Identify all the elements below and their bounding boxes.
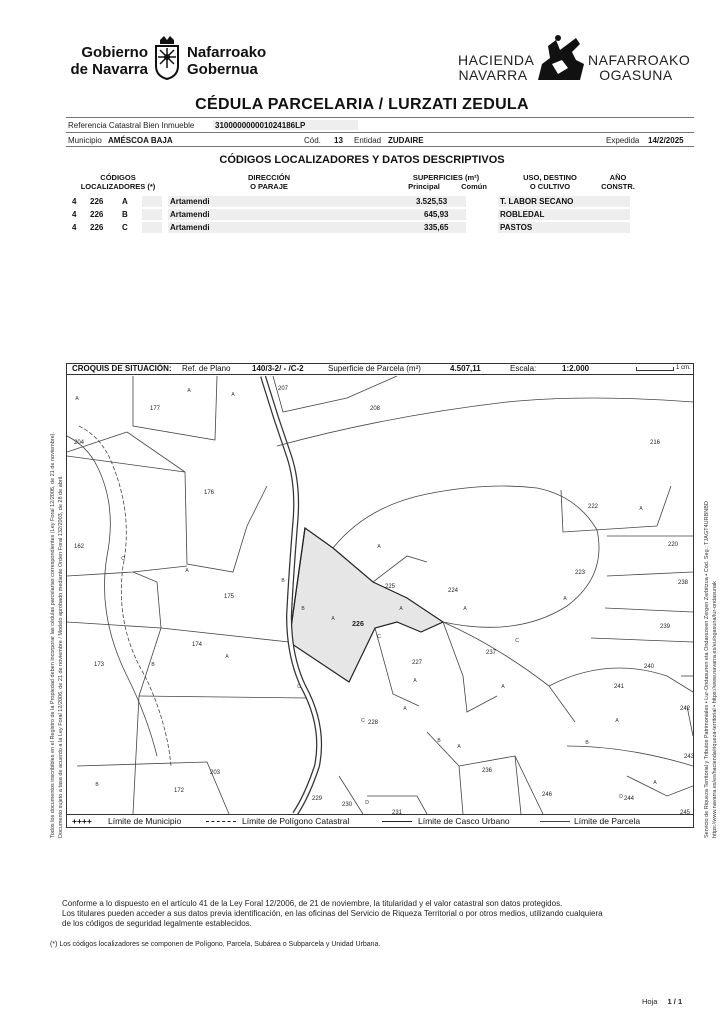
parcel-label: 240 — [643, 664, 655, 670]
legend-casco: Límite de Casco Urbano — [418, 816, 510, 826]
row-paraje: Artamendi — [170, 197, 210, 206]
subparcel-label: A — [75, 396, 79, 402]
map-legend — [66, 814, 694, 828]
map-header — [66, 363, 694, 375]
parcel-label: 225 — [384, 584, 396, 590]
meta-divider-top — [66, 117, 694, 118]
subparcel-label: A — [403, 706, 407, 712]
subparcel-label: D — [619, 794, 623, 800]
subparcel-label: A — [377, 544, 381, 550]
col-direccion-line1: DIRECCIÓN — [247, 173, 291, 182]
parcel-label: 245 — [679, 810, 691, 816]
side-url-text: https://www.navarra.es/es/hacienda/riqueza-territorial • https://www.navarra.es/eu/ogasuna/lur-ondasunak — [712, 581, 718, 838]
navarra-shield-icon — [152, 34, 182, 80]
subparcel-label: B — [301, 606, 305, 612]
parcel-label: 244 — [623, 796, 635, 802]
parcel-label: 208 — [369, 406, 381, 412]
entidad-label: Entidad — [354, 136, 382, 145]
escala-value: 1:2.000 — [562, 364, 590, 373]
plano-label: Ref. de Plano — [182, 364, 231, 373]
subparcel-label: A — [399, 606, 403, 612]
col-codigos-line1: CÓDIGOS — [100, 173, 136, 182]
subparcel-label: C — [297, 684, 301, 690]
row-uso: PASTOS — [500, 223, 533, 232]
hacienda-line2: NAVARRA — [458, 67, 528, 83]
col-direccion-header — [214, 173, 324, 191]
subparcel-label: C — [361, 718, 365, 724]
row-parcela: 226 — [90, 223, 104, 232]
row-paraje: Artamendi — [170, 223, 210, 232]
parcel-label: 231 — [391, 810, 403, 816]
expedida-value: 14/2/2025 — [648, 136, 684, 145]
table-row — [66, 222, 666, 233]
subparcel-label: A — [615, 718, 619, 724]
parcel-label: 204 — [73, 440, 85, 446]
nafarroako-line1: Nafarroako — [187, 44, 267, 61]
col-codigos-line2: LOCALIZADORES (*) — [80, 182, 156, 191]
gobierno-logo-text — [70, 44, 148, 78]
municipio-value: AMÉSCOA BAJA — [108, 136, 173, 145]
municipio-marker: ++++ — [72, 816, 92, 826]
parcel-label: 203 — [209, 770, 221, 776]
hacienda-line1: HACIENDA — [458, 52, 535, 68]
subparcel-label: A — [413, 678, 417, 684]
col-direccion-line2: O PARAJE — [250, 182, 288, 191]
legend-poligono: Límite de Polígono Catastral — [242, 816, 350, 826]
parcel-label: 226 — [352, 621, 364, 628]
table-row — [66, 196, 666, 207]
row-subarea: A — [122, 197, 128, 206]
parcel-label: 243 — [683, 754, 695, 760]
plano-value: 140/3-2/ - /C-2 — [252, 364, 304, 373]
row-principal: 645,93 — [424, 210, 449, 219]
row-poligono: 4 — [72, 223, 77, 232]
ref-catastral-label: Referencia Catastral Bien Inmueble — [68, 121, 195, 130]
parcel-label: 207 — [277, 386, 289, 392]
parcel-label: 216 — [649, 440, 661, 446]
row-principal: 3.525,53 — [416, 197, 448, 206]
row-paraje: Artamendi — [170, 210, 210, 219]
parcel-label: 177 — [149, 406, 161, 412]
side-legal-text: Todos los documentos inscribibles en el Registro de la Propiedad deben incorporar las cédulas parcelarias correspondientes (Ley Foral 12/2006, de 21 de noviembre). — [50, 431, 56, 838]
parcel-label: 228 — [367, 720, 379, 726]
parcel-label: 173 — [93, 662, 105, 668]
meta-divider-bottom — [66, 146, 694, 147]
parcel-226-highlight — [289, 528, 443, 682]
scale-bar-icon — [636, 367, 674, 371]
croquis-label: CROQUIS DE SITUACIÓN: — [72, 364, 172, 373]
nafarroako-line2: Gobernua — [187, 61, 258, 78]
subparcel-label: A — [231, 392, 235, 398]
entidad-value: ZUDAIRE — [388, 136, 424, 145]
side-service-text: Servicio de Riqueza Territorial y Tributos Patrimoniales • Lur-Ondasunen eta Ondarezeen Zergen Zerbitzua • Cód. Seg.: TJAGT4URBNBD — [704, 501, 710, 838]
subparcel-label: A — [225, 654, 229, 660]
solid-line-icon — [382, 821, 412, 822]
section-title: CÓDIGOS LOCALIZADORES Y DATOS DESCRIPTIVOS — [219, 154, 505, 166]
footer-notice — [62, 899, 682, 929]
meta-divider-mid — [66, 132, 694, 133]
parcel-label: 236 — [481, 768, 493, 774]
row-principal: 335,65 — [424, 223, 449, 232]
subparcel-label: A — [457, 744, 461, 750]
parcel-label: 220 — [667, 542, 679, 548]
col-uso-line2: O CULTIVO — [529, 182, 571, 191]
subparcel-label: B — [151, 662, 155, 668]
footer-line1: Conforme a lo dispuesto en el artículo 41 de la Ley Foral 12/2006, de 21 de noviembre, la titularidad y el valor catastral son datos protegidos. — [62, 899, 563, 908]
parcel-label: 246 — [541, 792, 553, 798]
row-poligono: 4 — [72, 210, 77, 219]
page-counter — [642, 997, 682, 1007]
parcel-label: 230 — [341, 802, 353, 808]
footer-line2: Los titulares pueden acceder a sus datos previa identificación, en las oficinas del Servicio de Riqueza Territorial o por otros medios, utilizando cualquiera — [62, 909, 603, 918]
parcel-label: 242 — [679, 706, 691, 712]
subparcel-label: B — [281, 578, 285, 584]
subparcel-label: C — [121, 556, 125, 562]
cod-label: Cód. — [304, 136, 321, 145]
col-uso-line1: USO, DESTINO — [523, 173, 577, 182]
subparcel-label: A — [639, 506, 643, 512]
gobierno-line2: de Navarra — [70, 61, 148, 78]
subparcel-label: C — [515, 638, 519, 644]
hacienda-emblem-icon — [532, 34, 588, 82]
subparcel-label: B — [585, 740, 589, 746]
parcel-label: 172 — [173, 788, 185, 794]
parcel-label: 174 — [191, 642, 203, 648]
col-uso-header — [498, 173, 602, 191]
col-superficies-header — [394, 173, 498, 182]
col-anio-line2: CONSTR. — [601, 182, 635, 191]
superficie-label: Superficie de Parcela (m²) — [328, 364, 421, 373]
thin-line-icon — [540, 821, 570, 822]
subparcel-label: A — [653, 780, 657, 786]
subparcel-label: D — [365, 800, 369, 806]
subparcel-label: A — [501, 684, 505, 690]
subparcel-label: A — [463, 606, 467, 612]
row-uso: T. LABOR SECANO — [500, 197, 574, 206]
cod-value: 13 — [334, 136, 343, 145]
parcel-label: 237 — [485, 650, 497, 656]
parcel-label: 239 — [659, 624, 671, 630]
col-principal-header: Principal — [408, 182, 440, 191]
footer-note: (*) Los códigos localizadores se componen de Polígono, Parcela, Subárea o Subparcela y Unidad Urbana. — [50, 941, 381, 948]
subparcel-label: A — [331, 616, 335, 622]
side-tax-text: Documento sujeto a tasa de acuerdo a la Ley Foral 12/2006, de 21 de noviembre / Modelo aprobado mediante Orden Foral 132/2003, de 28 de abril. — [58, 475, 64, 838]
col-comun-header: Común — [461, 182, 487, 191]
hacienda-logo-text — [458, 52, 535, 83]
parcel-label: 175 — [223, 594, 235, 600]
legend-parcela: Límite de Parcela — [574, 816, 641, 826]
subparcel-label: C — [377, 634, 381, 640]
cadastral-map — [67, 376, 693, 814]
table-row — [66, 209, 666, 220]
gobierno-line1: Gobierno — [81, 44, 148, 61]
row-uso: ROBLEDAL — [500, 210, 545, 219]
row-poligono: 4 — [72, 197, 77, 206]
parcel-label: 223 — [574, 570, 586, 576]
row-parcela: 226 — [90, 197, 104, 206]
row-subarea: B — [122, 210, 128, 219]
subparcel-label: B — [95, 782, 99, 788]
parcel-label: 222 — [587, 504, 599, 510]
row-parcela: 226 — [90, 210, 104, 219]
document-title: CÉDULA PARCELARIA / LURZATI ZEDULA — [195, 96, 529, 113]
subparcel-label: A — [563, 596, 567, 602]
dashed-line-icon — [206, 821, 236, 822]
parcel-label: 238 — [677, 580, 689, 586]
parcel-label: 227 — [411, 660, 423, 666]
subparcel-label: A — [187, 388, 191, 394]
parcel-label: 229 — [311, 796, 323, 802]
parcel-label: 224 — [447, 588, 459, 594]
footer-line3: de los códigos de seguridad legalmente establecidos. — [62, 919, 252, 928]
hoja-value: 1 / 1 — [667, 997, 683, 1006]
parcel-label: 176 — [203, 490, 215, 496]
row-subarea: C — [122, 223, 128, 232]
municipio-label: Municipio — [68, 136, 102, 145]
nafarroako-logo-text — [187, 44, 266, 78]
scale-unit: 1 cm. — [676, 365, 691, 371]
superficie-value: 4.507,11 — [450, 364, 481, 373]
parcel-label: 162 — [73, 544, 85, 550]
subparcel-label: B — [437, 738, 441, 744]
ogasuna-logo-text — [588, 52, 691, 83]
escala-label: Escala: — [510, 364, 537, 373]
legend-municipio: Límite de Municipio — [108, 816, 182, 826]
col-codigos-header — [66, 173, 170, 191]
ogasuna-line2: OGASUNA — [599, 67, 673, 83]
expedida-label: Expedida — [606, 136, 640, 145]
col-anio-header — [596, 173, 640, 191]
col-superficies-line1: SUPERFICIES (m²) — [412, 173, 480, 182]
col-anio-line1: AÑO — [609, 173, 627, 182]
ref-catastral-value: 310000000001024186LP — [215, 121, 306, 130]
ogasuna-line1: NAFARROAKO — [588, 52, 691, 68]
hoja-label: Hoja — [642, 997, 658, 1006]
subparcel-label: A — [185, 568, 189, 574]
parcel-label: 241 — [613, 684, 625, 690]
